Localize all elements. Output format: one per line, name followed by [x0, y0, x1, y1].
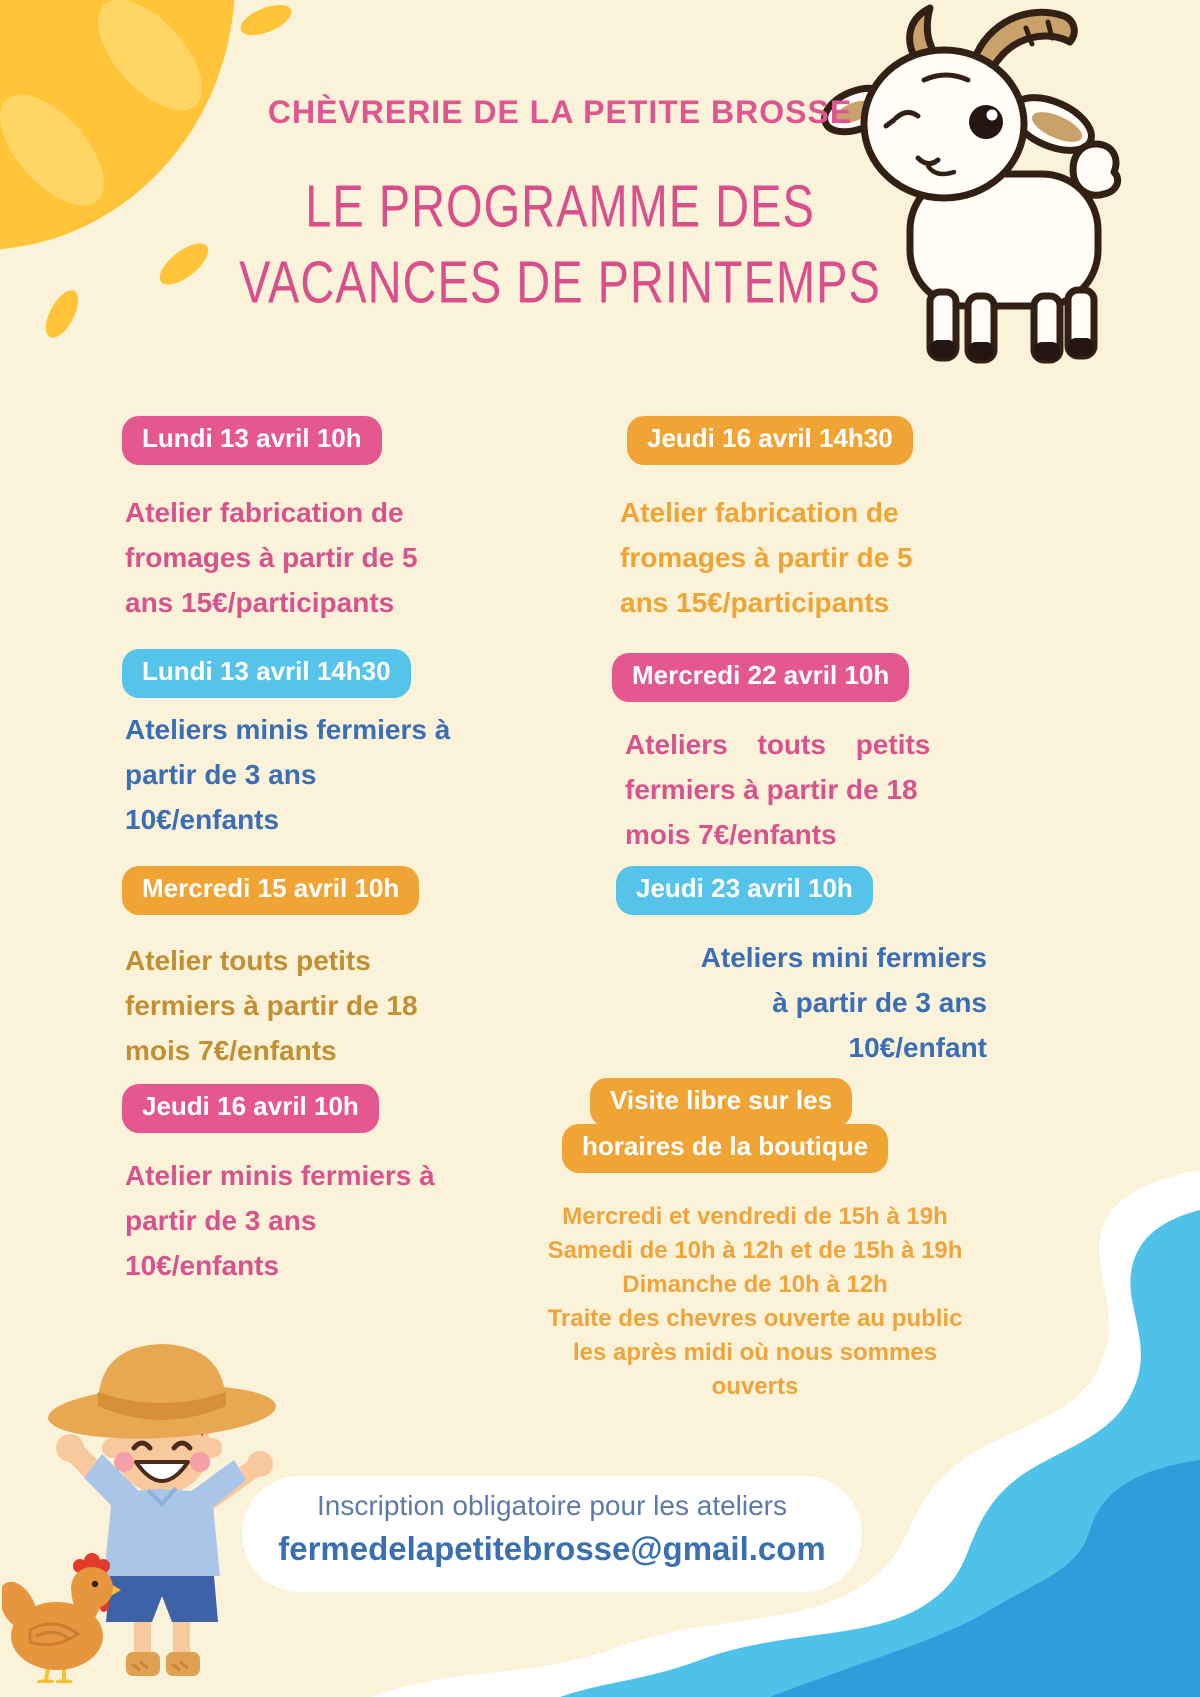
chicken-icon — [2, 1548, 122, 1683]
event-description — [620, 490, 913, 625]
boutique-badge-line1: Visite libre sur les — [590, 1078, 852, 1127]
event-date-badge: Jeudi 16 avril 10h — [122, 1084, 379, 1133]
contact-email: fermedelapetitebrosse@gmail.com — [278, 1530, 826, 1567]
event-description-line: fromages à partir de 5 — [620, 542, 913, 573]
event-description-line: partir de 3 ans — [125, 1205, 317, 1236]
event-description-line: Atelier fabrication de — [620, 497, 899, 528]
event-description-line: fromages à partir de 5 — [125, 542, 418, 573]
farm-name-title: CHÈVRERIE DE LA PETITE BROSSE — [267, 94, 853, 130]
boutique-hours-line: Mercredi et vendredi de 15h à 19h — [562, 1203, 948, 1230]
event-description-line: Ateliers minis fermiers à — [125, 714, 451, 745]
event-description-line: mois 7€/enfants — [625, 819, 837, 850]
event-description-line: fermiers à partir de 18 — [125, 990, 418, 1021]
water-wave-shape — [300, 1150, 1200, 1697]
event-description — [125, 938, 418, 1073]
boutique-badge-line2: horaires de la boutique — [562, 1124, 888, 1173]
event-description — [125, 707, 450, 842]
event-description-line: Ateliers mini fermiers — [700, 942, 987, 973]
program-title — [160, 168, 960, 320]
event-description-line: à partir de 3 ans — [772, 987, 987, 1018]
event-description-line: fermiers à partir de 18 — [625, 774, 918, 805]
event-description — [625, 722, 930, 857]
event-description-line: 10€/enfants — [125, 1250, 280, 1281]
event-description — [125, 490, 418, 625]
boutique-hours-line: Samedi de 10h à 12h et de 15h à 19h — [547, 1237, 963, 1264]
boutique-hours-line: Dimanche de 10h à 12h — [622, 1271, 888, 1298]
event-date-badge: Jeudi 23 avril 10h — [616, 866, 873, 915]
program-title-line2: VACANCES DE PRINTEMPS — [239, 248, 881, 316]
boutique-hours-line: ouverts — [711, 1373, 799, 1400]
event-description-line: Atelier fabrication de — [125, 497, 404, 528]
boutique-hours-line: les après midi où nous sommes — [572, 1339, 938, 1366]
event-description-line: partir de 3 ans — [125, 759, 317, 790]
registration-note: Inscription obligatoire pour les ateliers — [316, 1490, 788, 1521]
boutique-hours-line: Traite des chevres ouverte au public — [547, 1305, 963, 1332]
event-date-badge: Lundi 13 avril 10h — [122, 416, 382, 465]
event-description-line: ans 15€/participants — [620, 587, 890, 618]
event-description-line: Ateliers touts petits — [625, 729, 931, 760]
event-description-line: ans 15€/participants — [125, 587, 395, 618]
event-description-line: 10€/enfant — [848, 1032, 987, 1063]
event-date-badge: Jeudi 16 avril 14h30 — [627, 416, 913, 465]
event-date-badge: Mercredi 22 avril 10h — [612, 653, 909, 702]
event-date-badge: Lundi 13 avril 14h30 — [122, 649, 411, 698]
event-date-badge: Mercredi 15 avril 10h — [122, 866, 419, 915]
event-description-line: Atelier touts petits — [125, 945, 371, 976]
program-title-line1: LE PROGRAMME DES — [305, 171, 815, 240]
event-description-line: mois 7€/enfants — [125, 1035, 337, 1066]
event-description-line: 10€/enfants — [125, 804, 280, 835]
event-description-line: Atelier minis fermiers à — [125, 1160, 435, 1191]
event-description — [555, 935, 987, 1070]
